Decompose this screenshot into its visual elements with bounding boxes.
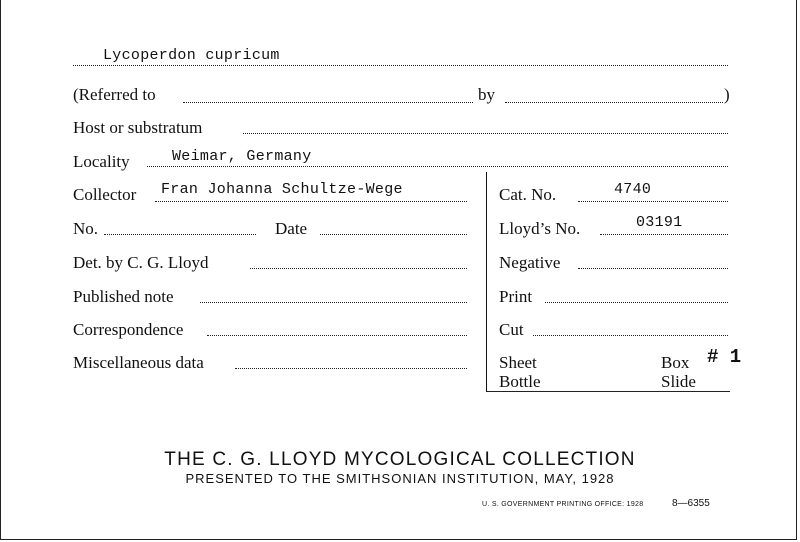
catalog-number-value: 4740 [614,181,652,198]
host-line [243,133,728,134]
lloyd-number-line [600,234,728,235]
number-line [104,234,256,235]
catalog-number-label: Cat. No. [499,185,557,204]
number-label: No. [73,219,99,238]
species-line [73,65,728,66]
collector-value: Fran Johanna Schultze-Wege [161,181,403,198]
printing-office-note: U. S. GOVERNMENT PRINTING OFFICE: 1928 [482,501,644,508]
date-line [320,234,467,235]
cut-label: Cut [499,320,524,339]
locality-value: Weimar, Germany [172,148,312,165]
print-line [545,302,728,303]
host-label: Host or substratum [73,118,203,137]
form-number: 8—6355 [672,498,710,509]
determined-by-label: Det. by C. G. Lloyd [73,253,209,272]
miscellaneous-label: Miscellaneous data [73,353,204,372]
collection-subtitle: PRESENTED TO THE SMITHSONIAN INSTITUTION, MAY, 1928 [185,471,615,486]
negative-line [578,268,728,269]
lloyd-number-value: 03191 [636,214,683,231]
cut-line [533,335,728,336]
referred-to-label: (Referred to [73,85,156,104]
negative-label: Negative [499,253,561,272]
referred-close-paren: ) [724,85,730,104]
miscellaneous-line [235,368,467,369]
box-value: # 1 [707,346,742,368]
print-label: Print [499,287,533,306]
collector-line [155,201,467,202]
referred-to-line [183,102,473,103]
referred-by-line [505,102,723,103]
collection-title: THE C. G. LLOYD MYCOLOGICAL COLLECTION [164,449,636,470]
referred-by-label: by [478,85,495,104]
determined-by-line [250,268,467,269]
published-note-line [200,302,467,303]
date-label: Date [275,219,308,238]
catalog-number-line [578,201,728,202]
sheet-label: Sheet [499,353,537,372]
locality-label: Locality [73,152,130,171]
published-note-label: Published note [73,287,174,306]
correspondence-line [207,335,467,336]
locality-line [147,166,728,167]
box-label: Box [661,353,690,372]
collector-label: Collector [73,185,137,204]
lloyd-number-label: Lloyd’s No. [499,219,581,238]
species-name: Lycoperdon cupricum [103,47,280,64]
right-box-divider [486,172,487,392]
bottle-label: Bottle [499,372,541,391]
correspondence-label: Correspondence [73,320,184,339]
slide-label: Slide [661,372,696,391]
